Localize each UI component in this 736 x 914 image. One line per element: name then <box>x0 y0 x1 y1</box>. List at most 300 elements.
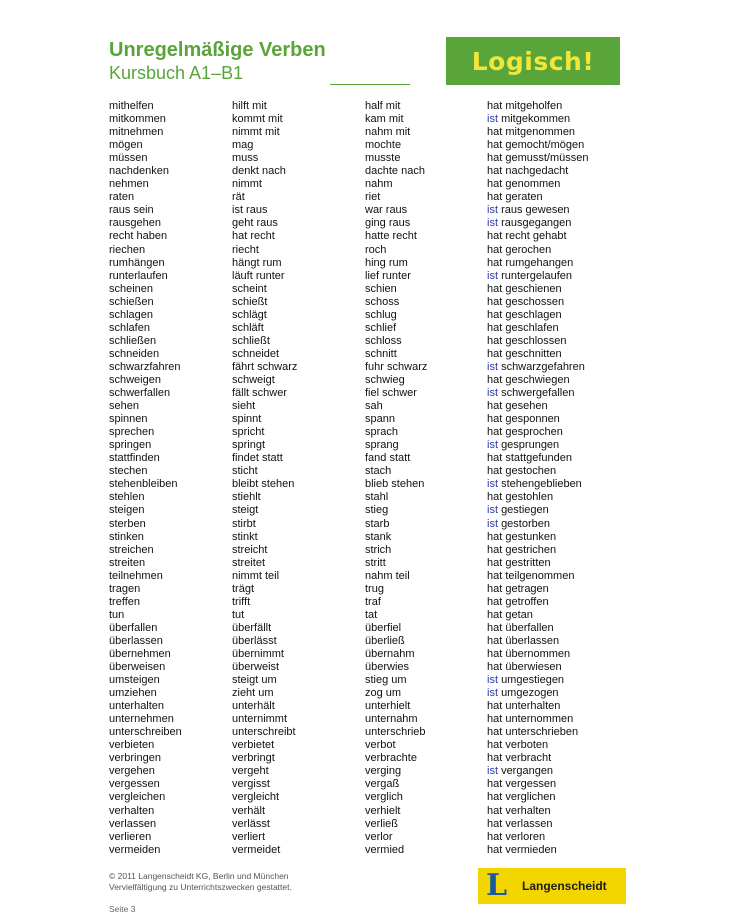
praeteritum: tat <box>365 608 378 621</box>
present-3sg: stinkt <box>232 530 258 543</box>
auxiliary-verb: hat <box>487 661 503 674</box>
auxiliary-verb: hat <box>487 100 503 112</box>
infinitive: stinken <box>109 530 144 543</box>
perfekt <box>487 726 578 739</box>
verb-row <box>109 165 629 178</box>
praeteritum: schlief <box>365 321 397 334</box>
present-3sg: ist raus <box>232 204 268 217</box>
praeteritum: unterschrieb <box>365 726 426 739</box>
perfekt <box>487 596 549 609</box>
infinitive: runterlaufen <box>109 269 168 282</box>
verb-row <box>109 348 629 361</box>
present-3sg: spricht <box>232 426 265 439</box>
infinitive: recht haben <box>109 230 168 243</box>
perfekt <box>487 452 572 465</box>
praeteritum: stach <box>365 465 392 478</box>
praeteritum: unterhielt <box>365 700 411 713</box>
perfekt <box>487 126 575 139</box>
infinitive: scheinen <box>109 282 154 295</box>
infinitive: schießen <box>109 295 154 308</box>
verb-row <box>109 387 629 400</box>
verb-row <box>109 322 629 335</box>
auxiliary-verb: hat <box>487 556 503 569</box>
perfekt <box>487 544 556 557</box>
verb-row <box>109 426 629 439</box>
perfekt <box>487 283 562 296</box>
present-3sg: findet statt <box>232 452 283 465</box>
verb-row <box>109 609 629 622</box>
present-3sg: tut <box>232 608 245 621</box>
copyright-text: © 2011 Langenscheidt KG, Berlin und München <box>109 871 289 881</box>
praeteritum: schlug <box>365 308 397 321</box>
auxiliary-verb: hat <box>487 817 503 830</box>
participle: gesponnen <box>505 413 560 426</box>
praeteritum: blieb stehen <box>365 478 425 491</box>
infinitive: teilnehmen <box>109 569 163 582</box>
present-3sg: mag <box>232 139 254 152</box>
infinitive: verhalten <box>109 804 155 817</box>
perfekt <box>487 583 549 596</box>
perfekt <box>487 752 551 765</box>
infinitive: umziehen <box>109 687 157 700</box>
verb-row <box>109 309 629 322</box>
auxiliary-verb: hat <box>487 126 503 139</box>
participle: gestochen <box>505 465 557 478</box>
perfekt <box>487 765 553 778</box>
infinitive: stehlen <box>109 491 145 504</box>
praeteritum: fand statt <box>365 452 411 465</box>
participle: vergessen <box>505 778 557 791</box>
auxiliary-verb: hat <box>487 726 503 739</box>
present-3sg: übernimmt <box>232 647 284 660</box>
praeteritum: ging raus <box>365 217 411 230</box>
verb-row <box>109 791 629 804</box>
praeteritum: sprach <box>365 426 399 439</box>
perfekt <box>487 257 573 270</box>
infinitive: treffen <box>109 595 140 608</box>
praeteritum: verging <box>365 765 402 778</box>
auxiliary-verb: hat <box>487 843 503 856</box>
verb-row <box>109 518 629 531</box>
infinitive: mögen <box>109 139 143 152</box>
participle: verbracht <box>505 752 552 765</box>
infinitive: überlassen <box>109 634 163 647</box>
perfekt <box>487 100 562 113</box>
verb-row <box>109 674 629 687</box>
participle: gesprochen <box>505 426 563 439</box>
participle: gestritten <box>505 556 551 569</box>
perfekt <box>487 700 560 713</box>
auxiliary-verb: hat <box>487 165 503 178</box>
participle: gestiegen <box>501 504 549 517</box>
verb-row <box>109 100 629 113</box>
present-3sg: geht raus <box>232 217 278 230</box>
verb-row <box>109 583 629 596</box>
verb-row <box>109 139 629 152</box>
langenscheidt-l-icon: L <box>486 868 508 903</box>
perfekt <box>487 178 560 191</box>
verb-row <box>109 191 629 204</box>
perfekt <box>487 426 563 439</box>
langenscheidt-logo <box>478 868 626 904</box>
participle: rumgehangen <box>505 256 574 269</box>
subtitle-underline <box>330 84 410 85</box>
present-3sg: riecht <box>232 243 259 256</box>
praeteritum: schwieg <box>365 373 405 386</box>
auxiliary-verb: hat <box>487 778 503 791</box>
verb-row <box>109 661 629 674</box>
participle: schwergefallen <box>501 387 575 400</box>
verb-row <box>109 296 629 309</box>
participle: nachgedacht <box>505 165 569 178</box>
praeteritum: stieg um <box>365 674 407 687</box>
participle: schwarzgefahren <box>501 360 585 373</box>
auxiliary-verb: ist <box>487 439 498 452</box>
present-3sg: schweigt <box>232 373 275 386</box>
perfekt <box>487 609 533 622</box>
verb-row <box>109 805 629 818</box>
perfekt <box>487 531 556 544</box>
present-3sg: hilft mit <box>232 100 267 112</box>
verb-row <box>109 778 629 791</box>
infinitive: vermeiden <box>109 843 161 856</box>
auxiliary-verb: hat <box>487 700 503 713</box>
perfekt <box>487 713 573 726</box>
praeteritum: stank <box>365 530 392 543</box>
auxiliary-verb: hat <box>487 739 503 752</box>
participle: verloren <box>505 830 546 843</box>
auxiliary-verb: ist <box>487 113 498 126</box>
verb-row <box>109 361 629 374</box>
participle: vermieden <box>505 843 557 856</box>
present-3sg: schneidet <box>232 347 280 360</box>
auxiliary-verb: hat <box>487 647 503 660</box>
infinitive: springen <box>109 439 152 452</box>
auxiliary-verb: hat <box>487 243 503 256</box>
auxiliary-verb: hat <box>487 804 503 817</box>
auxiliary-verb: hat <box>487 152 503 165</box>
present-3sg: vergisst <box>232 778 270 791</box>
participle: gemusst/müssen <box>505 152 589 165</box>
verb-row <box>109 752 629 765</box>
infinitive: rausgehen <box>109 217 161 230</box>
auxiliary-verb: hat <box>487 347 503 360</box>
verb-row <box>109 439 629 452</box>
verb-row <box>109 648 629 661</box>
participle: runtergelaufen <box>501 269 573 282</box>
infinitive: spinnen <box>109 413 148 426</box>
auxiliary-verb: hat <box>487 634 503 647</box>
perfekt <box>487 557 551 570</box>
verb-row <box>109 126 629 139</box>
participle: übernommen <box>505 647 571 660</box>
perfekt <box>487 113 570 126</box>
verb-row <box>109 687 629 700</box>
verb-row <box>109 335 629 348</box>
auxiliary-verb: ist <box>487 517 498 530</box>
present-3sg: kommt mit <box>232 113 283 126</box>
participle: verhalten <box>505 804 551 817</box>
infinitive: schlagen <box>109 308 154 321</box>
praeteritum: überfiel <box>365 621 402 634</box>
praeteritum: schien <box>365 282 397 295</box>
auxiliary-verb: hat <box>487 321 503 334</box>
infinitive: unternehmen <box>109 713 174 726</box>
logisch-logo <box>446 37 620 85</box>
participle: geschnitten <box>505 347 562 360</box>
perfekt <box>487 570 574 583</box>
verb-row <box>109 504 629 517</box>
auxiliary-verb: hat <box>487 830 503 843</box>
perfekt <box>487 661 562 674</box>
participle: geschwiegen <box>505 373 570 386</box>
auxiliary-verb: hat <box>487 256 503 269</box>
perfekt <box>487 335 567 348</box>
infinitive: verlassen <box>109 817 157 830</box>
participle: gesprungen <box>501 439 560 452</box>
praeteritum: verhielt <box>365 804 401 817</box>
praeteritum: trug <box>365 582 384 595</box>
praeteritum: vergaß <box>365 778 400 791</box>
participle: stattgefunden <box>505 452 573 465</box>
logo-text: Logisch! <box>471 46 595 76</box>
praeteritum: zog um <box>365 687 402 700</box>
praeteritum: stieg <box>365 504 389 517</box>
participle: geschlossen <box>505 334 567 347</box>
perfekt <box>487 152 589 165</box>
praeteritum: spann <box>365 413 395 426</box>
present-3sg: hat recht <box>232 230 275 243</box>
verb-row <box>109 635 629 648</box>
perfekt <box>487 465 556 478</box>
participle: umgezogen <box>501 687 559 700</box>
praeteritum: vermied <box>365 843 405 856</box>
verb-row <box>109 400 629 413</box>
present-3sg: zieht um <box>232 687 274 700</box>
infinitive: vergehen <box>109 765 155 778</box>
infinitive: riechen <box>109 243 146 256</box>
infinitive: mitnehmen <box>109 126 164 139</box>
present-3sg: nimmt mit <box>232 126 280 139</box>
infinitive: stehenbleiben <box>109 478 178 491</box>
auxiliary-verb: ist <box>487 765 498 778</box>
perfekt <box>487 270 572 283</box>
infinitive: vergessen <box>109 778 160 791</box>
participle: gestunken <box>505 530 557 543</box>
praeteritum: hatte recht <box>365 230 417 243</box>
participle: geschossen <box>505 295 565 308</box>
page-subtitle: Kursbuch A1–B1 <box>109 63 244 83</box>
participle: geschienen <box>505 282 562 295</box>
participle: vergangen <box>501 765 554 778</box>
verb-row <box>109 726 629 739</box>
auxiliary-verb: hat <box>487 621 503 634</box>
present-3sg: denkt nach <box>232 165 286 178</box>
verb-row <box>109 544 629 557</box>
infinitive: übernehmen <box>109 647 171 660</box>
auxiliary-verb: hat <box>487 752 503 765</box>
perfekt <box>487 518 550 531</box>
verb-row <box>109 557 629 570</box>
participle: genommen <box>505 178 561 191</box>
auxiliary-verb: hat <box>487 569 503 582</box>
present-3sg: läuft runter <box>232 269 285 282</box>
participle: mitgeholfen <box>505 100 563 112</box>
verb-row <box>109 700 629 713</box>
infinitive: sprechen <box>109 426 155 439</box>
present-3sg: verbietet <box>232 739 275 752</box>
infinitive: schließen <box>109 334 157 347</box>
perfekt <box>487 413 560 426</box>
page-number: Seite 3 <box>109 904 136 914</box>
verb-row <box>109 270 629 283</box>
praeteritum: dachte nach <box>365 165 425 178</box>
present-3sg: trifft <box>232 595 251 608</box>
auxiliary-verb: ist <box>487 360 498 373</box>
participle: stehengeblieben <box>501 478 582 491</box>
auxiliary-verb: hat <box>487 308 503 321</box>
infinitive: nehmen <box>109 178 149 191</box>
verb-row <box>109 374 629 387</box>
praeteritum: sah <box>365 400 383 413</box>
participle: teilgenommen <box>505 569 575 582</box>
present-3sg: nimmt <box>232 178 262 191</box>
infinitive: tragen <box>109 582 141 595</box>
participle: überlassen <box>505 634 560 647</box>
perfekt <box>487 791 556 804</box>
praeteritum: nahm teil <box>365 569 410 582</box>
praeteritum: kam mit <box>365 113 404 126</box>
participle: geschlagen <box>505 308 562 321</box>
present-3sg: stiehlt <box>232 491 261 504</box>
verb-row <box>109 452 629 465</box>
praeteritum: schnitt <box>365 347 397 360</box>
infinitive: streichen <box>109 543 154 556</box>
verb-row <box>109 113 629 126</box>
perfekt <box>487 648 570 661</box>
verb-row <box>109 413 629 426</box>
participle: gestrichen <box>505 543 557 556</box>
auxiliary-verb: hat <box>487 295 503 308</box>
infinitive: stechen <box>109 465 148 478</box>
verb-row <box>109 622 629 635</box>
perfekt <box>487 309 562 322</box>
praeteritum: übernahm <box>365 647 415 660</box>
participle: getroffen <box>505 595 549 608</box>
present-3sg: schießt <box>232 295 268 308</box>
present-3sg: vermeidet <box>232 843 281 856</box>
praeteritum: fiel schwer <box>365 387 417 400</box>
present-3sg: fährt schwarz <box>232 360 298 373</box>
present-3sg: vergleicht <box>232 791 280 804</box>
auxiliary-verb: ist <box>487 204 498 217</box>
perfekt <box>487 844 557 857</box>
verb-table <box>109 100 629 857</box>
present-3sg: überlässt <box>232 634 277 647</box>
infinitive: sterben <box>109 517 146 530</box>
verb-row <box>109 217 629 230</box>
perfekt <box>487 204 570 217</box>
auxiliary-verb: hat <box>487 178 503 191</box>
auxiliary-verb: ist <box>487 504 498 517</box>
perfekt <box>487 139 584 152</box>
present-3sg: schläft <box>232 321 264 334</box>
auxiliary-verb: hat <box>487 400 503 413</box>
participle: geraten <box>505 191 543 204</box>
perfekt <box>487 831 545 844</box>
praeteritum: stahl <box>365 491 389 504</box>
praeteritum: half mit <box>365 100 401 112</box>
perfekt <box>487 165 568 178</box>
auxiliary-verb: hat <box>487 139 503 152</box>
present-3sg: rät <box>232 191 245 204</box>
present-3sg: sieht <box>232 400 256 413</box>
praeteritum: sprang <box>365 439 399 452</box>
participle: verglichen <box>505 791 556 804</box>
praeteritum: war raus <box>365 204 408 217</box>
participle: verlassen <box>505 817 553 830</box>
present-3sg: überweist <box>232 661 280 674</box>
present-3sg: schließt <box>232 334 270 347</box>
auxiliary-verb: hat <box>487 413 503 426</box>
perfekt <box>487 491 553 504</box>
verb-row <box>109 596 629 609</box>
present-3sg: überfällt <box>232 621 272 634</box>
participle: unternommen <box>505 713 574 726</box>
praeteritum: überwies <box>365 661 410 674</box>
praeteritum: nahm mit <box>365 126 411 139</box>
infinitive: überweisen <box>109 661 166 674</box>
praeteritum: starb <box>365 517 390 530</box>
participle: getan <box>505 608 533 621</box>
present-3sg: steigt um <box>232 674 277 687</box>
verb-row <box>109 152 629 165</box>
present-3sg: spinnt <box>232 413 262 426</box>
auxiliary-verb: hat <box>487 713 503 726</box>
present-3sg: unterschreibt <box>232 726 296 739</box>
praeteritum: strich <box>365 543 392 556</box>
present-3sg: unterhält <box>232 700 275 713</box>
present-3sg: steigt <box>232 504 259 517</box>
perfekt <box>487 400 548 413</box>
verb-row <box>109 831 629 844</box>
infinitive: raten <box>109 191 135 204</box>
praeteritum: stritt <box>365 556 386 569</box>
perfekt <box>487 739 548 752</box>
auxiliary-verb: hat <box>487 465 503 478</box>
infinitive: müssen <box>109 152 148 165</box>
copy-notice: Vervielfältigung zu Unterrichtszwecken gestattet. <box>109 882 292 892</box>
infinitive: sehen <box>109 400 139 413</box>
perfekt <box>487 217 571 230</box>
infinitive: vergleichen <box>109 791 166 804</box>
infinitive: schwerfallen <box>109 387 171 400</box>
verb-row <box>109 713 629 726</box>
auxiliary-verb: hat <box>487 491 503 504</box>
auxiliary-verb: hat <box>487 543 503 556</box>
infinitive: schweigen <box>109 373 161 386</box>
praeteritum: mochte <box>365 139 402 152</box>
perfekt <box>487 478 582 491</box>
auxiliary-verb: hat <box>487 452 503 465</box>
praeteritum: riet <box>365 191 381 204</box>
praeteritum: schloss <box>365 334 402 347</box>
present-3sg: vergeht <box>232 765 269 778</box>
present-3sg: trägt <box>232 582 255 595</box>
perfekt <box>487 674 564 687</box>
infinitive: unterschreiben <box>109 726 182 739</box>
infinitive: schlafen <box>109 321 150 334</box>
